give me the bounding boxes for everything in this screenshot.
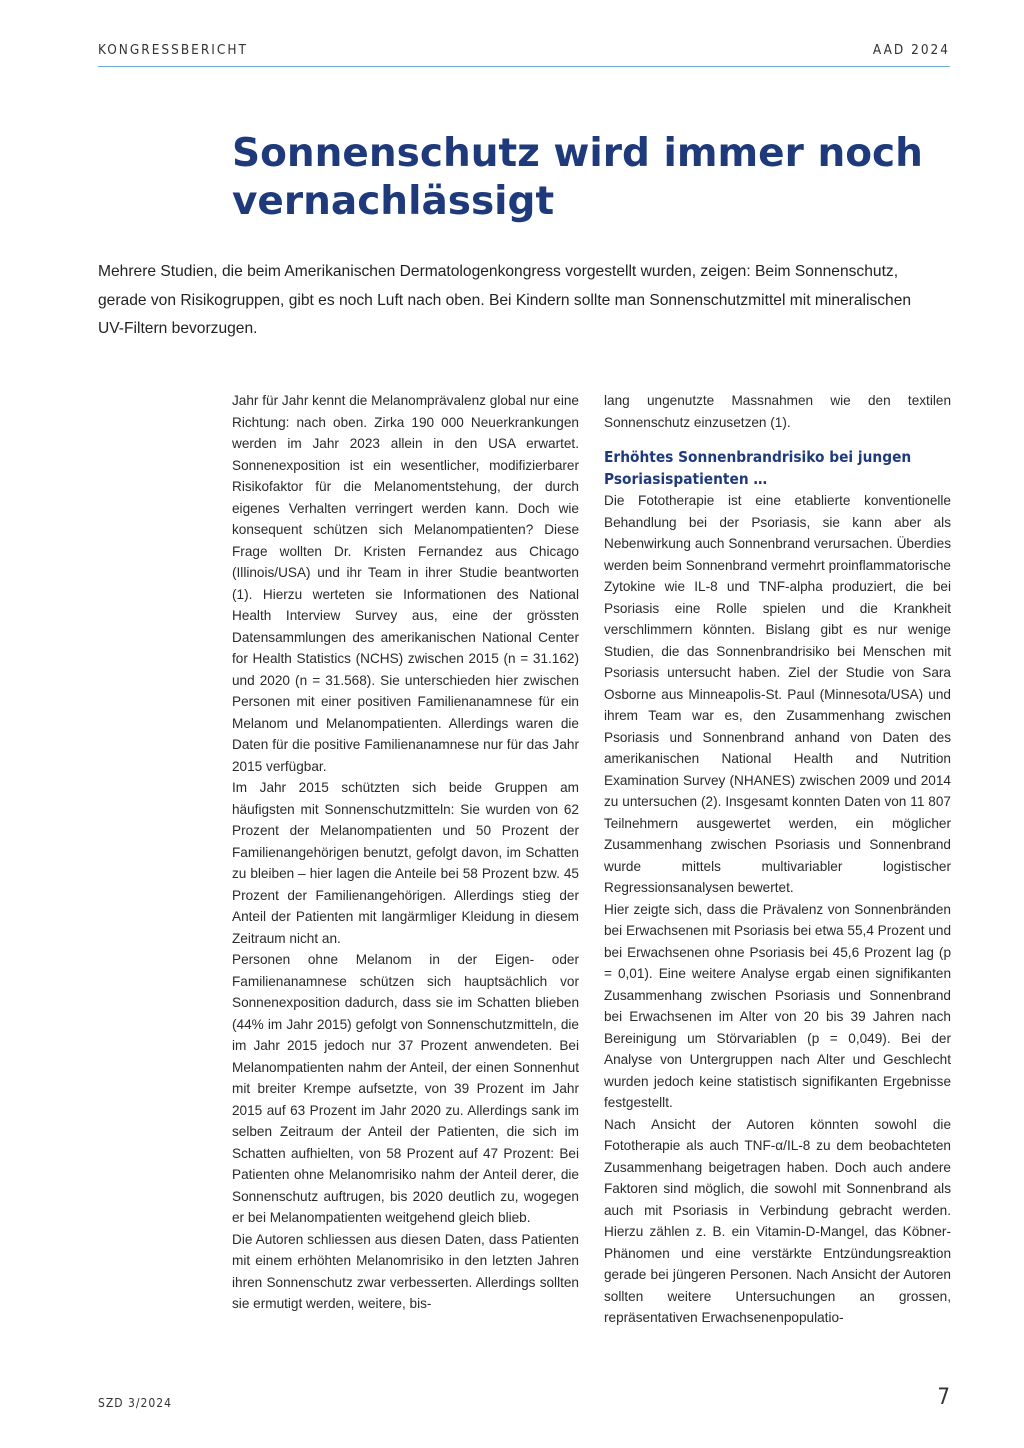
article-title: Sonnenschutz wird immer noch vernachlässigt bbox=[232, 131, 923, 224]
event-label: AAD 2024 bbox=[872, 42, 950, 58]
paragraph: lang ungenutzte Massnahmen wie den textilen Sonnenschutz einzusetzen (1). bbox=[604, 393, 951, 430]
text-column-left bbox=[232, 390, 579, 1315]
article-lead: Mehrere Studien, die beim Amerikanischen Dermatologenkongress vorgestellt wurden, zeigen: Beim Sonnenschutz, gerade von Risikogruppen, gibt es noch Luft nach oben. Bei Kindern sollte man Sonnenschutzmittel mit mineralischen UV-Filtern bevorzugen. bbox=[98, 263, 912, 337]
text-column-right bbox=[604, 390, 951, 1329]
section-subheading: Erhöhtes Sonnenbrandrisiko bei jungen Psoriasispatienten … bbox=[604, 448, 912, 488]
issue-label: SZD 3/2024 bbox=[98, 1396, 172, 1410]
paragraph: Hier zeigte sich, dass die Prävalenz von Sonnenbränden bei Erwachsenen mit Psoriasis bei etwa 55,4 Prozent und bei Erwachsenen ohne Psoriasis bei 45,6 Prozent lag (p = 0,01). Eine weitere Analyse ergab einen signifikanten Zusammenhang zwischen Psoriasis und Sonnenbrand bei Erwachsenen im Alter von 20 bis 39 Jahren nach Bereinigung um Störvariablen (p = 0,049). Bei der Analyse von Untergruppen nach Alter und Geschlecht wurden jedoch keine statistisch signifikanten Ergebnisse festgestellt. bbox=[604, 901, 951, 1110]
running-header bbox=[98, 40, 950, 67]
paragraph: Personen ohne Melanom in der Eigen- oder Familienanamnese schützen sich hauptsächlich vor Sonnenexposition dadurch, dass sie im Schatten blieben (44% im Jahr 2015) gefolgt von Sonnenschutzmitteln, die im Jahr 2015 jedoch nur 37 Prozent anwendeten. Bei Melanompatienten nahm der Anteil, der einen Sonnenhut mit breiter Krempe aufsetzte, von 39 Prozent im Jahr 2015 auf 63 Prozent im Jahr 2020 zu. Allerdings sank im selben Zeitraum der Anteil der Patienten, die sich im Schatten aufhielten, von 58 Prozent auf 47 Prozent: Bei Patienten ohne Melanomrisiko nahm der Anteil derer, die Sonnenschutz auftrugen, bis 2020 deutlich zu, wogegen er bei Melanompatienten weitgehend gleich blieb. bbox=[232, 952, 579, 1225]
paragraph: Die Autoren schliessen aus diesen Daten, dass Patienten mit einem erhöhten Melanomrisiko in den letzten Jahren ihren Sonnenschutz zwar verbesserten. Allerdings sollten sie ermutigt werden, weitere, bis- bbox=[232, 1231, 579, 1311]
paragraph: Nach Ansicht der Autoren könnten sowohl die Fototherapie als auch TNF-α/IL-8 zu dem beobachteten Zusammenhang beigetragen haben. Doch auch andere Faktoren sind möglich, die sowohl mit Sonnenbrand als auch mit Psoriasis in Verbindung gebracht werden. Hierzu zählen z. B. ein Vitamin-D-Mangel, das Köbner-Phänomen und eine verstärkte Entzündungsreaktion gerade bei jüngeren Personen. Nach Ansicht der Autoren sollten weitere Untersuchungen an grossen, repräsentativen Erwachsenenpopulatio- bbox=[604, 1116, 951, 1325]
paragraph: Jahr für Jahr kennt die Melanomprävalenz global nur eine Richtung: nach oben. Zirka 190 000 Neuerkrankungen werden im Jahr 2023 allein in den USA erwartet. Sonnenexposition ist ein wesentlicher, modifizierbarer Risikofaktor für die Melanomentstehung, der durch eigenes Verhalten verringert werden kann. Doch wie konsequent schützen sich Melanompatienten? Diese Frage wollten Dr. Kristen Fernandez aus Chicago (Illinois/USA) und ihr Team in ihrer Studie beantworten (1). Hierzu werteten sie Informationen des National Health Interview Survey aus, eine der grössten Datensammlungen des amerikanischen National Center for Health Statistics (NCHS) zwischen 2015 (n = 31.162) und 2020 (n = 31.568). Sie unterschieden hier zwischen Personen mit einer positiven Familienanamnese für ein Melanom und Melanompatienten. Allerdings waren die Daten für die positive Familienanamnese nur für das Jahr 2015 verfügbar. bbox=[232, 393, 579, 774]
paragraph: Im Jahr 2015 schützten sich beide Gruppen am häufigsten mit Sonnenschutzmitteln: Sie wurden von 62 Prozent der Melanompatienten und 50 Prozent der Familienangehörigen benutzt, gefolgt davon, im Schatten zu bleiben – hier lagen die Anteile bei 58 Prozent bzw. 45 Prozent der Familienangehörigen. Allerdings stieg der Anteil der Patienten mit langärmliger Kleidung in diesem Zeitraum nicht an. bbox=[232, 780, 579, 946]
page-number: 7 bbox=[937, 1385, 950, 1410]
section-label: KONGRESSBERICHT bbox=[98, 42, 248, 58]
paragraph: Die Fototherapie ist eine etablierte konventionelle Behandlung bei der Psoriasis, sie kann aber als Nebenwirkung auch Sonnenbrand verursachen. Überdies werden beim Sonnenbrand vermehrt proinflammatorische Zytokine wie IL-8 und TNF-alpha produziert, die bei Psoriasis eine Rolle spielen und die Krankheit verschlimmern könnten. Bislang gibt es nur wenige Studien, die das Sonnenbrandrisiko bei Menschen mit Psoriasis untersucht haben. Ziel der Studie von Sara Osborne aus Minneapolis-St. Paul (Minnesota/USA) und ihrem Team war es, den Zusammenhang zwischen Psoriasis und Sonnenbrand anhand von Daten des amerikanischen National Health and Nutrition Examination Survey (NHANES) zwischen 2009 und 2014 zu untersuchen (2). Insgesamt konnten Daten von 11 807 Teilnehmern ausgewertet werden, ein möglicher Zusammenhang zwischen Psoriasis und Sonnenbrand wurde mittels multivariabler logistischer Regressionsanalysen bewertet. bbox=[604, 493, 951, 895]
